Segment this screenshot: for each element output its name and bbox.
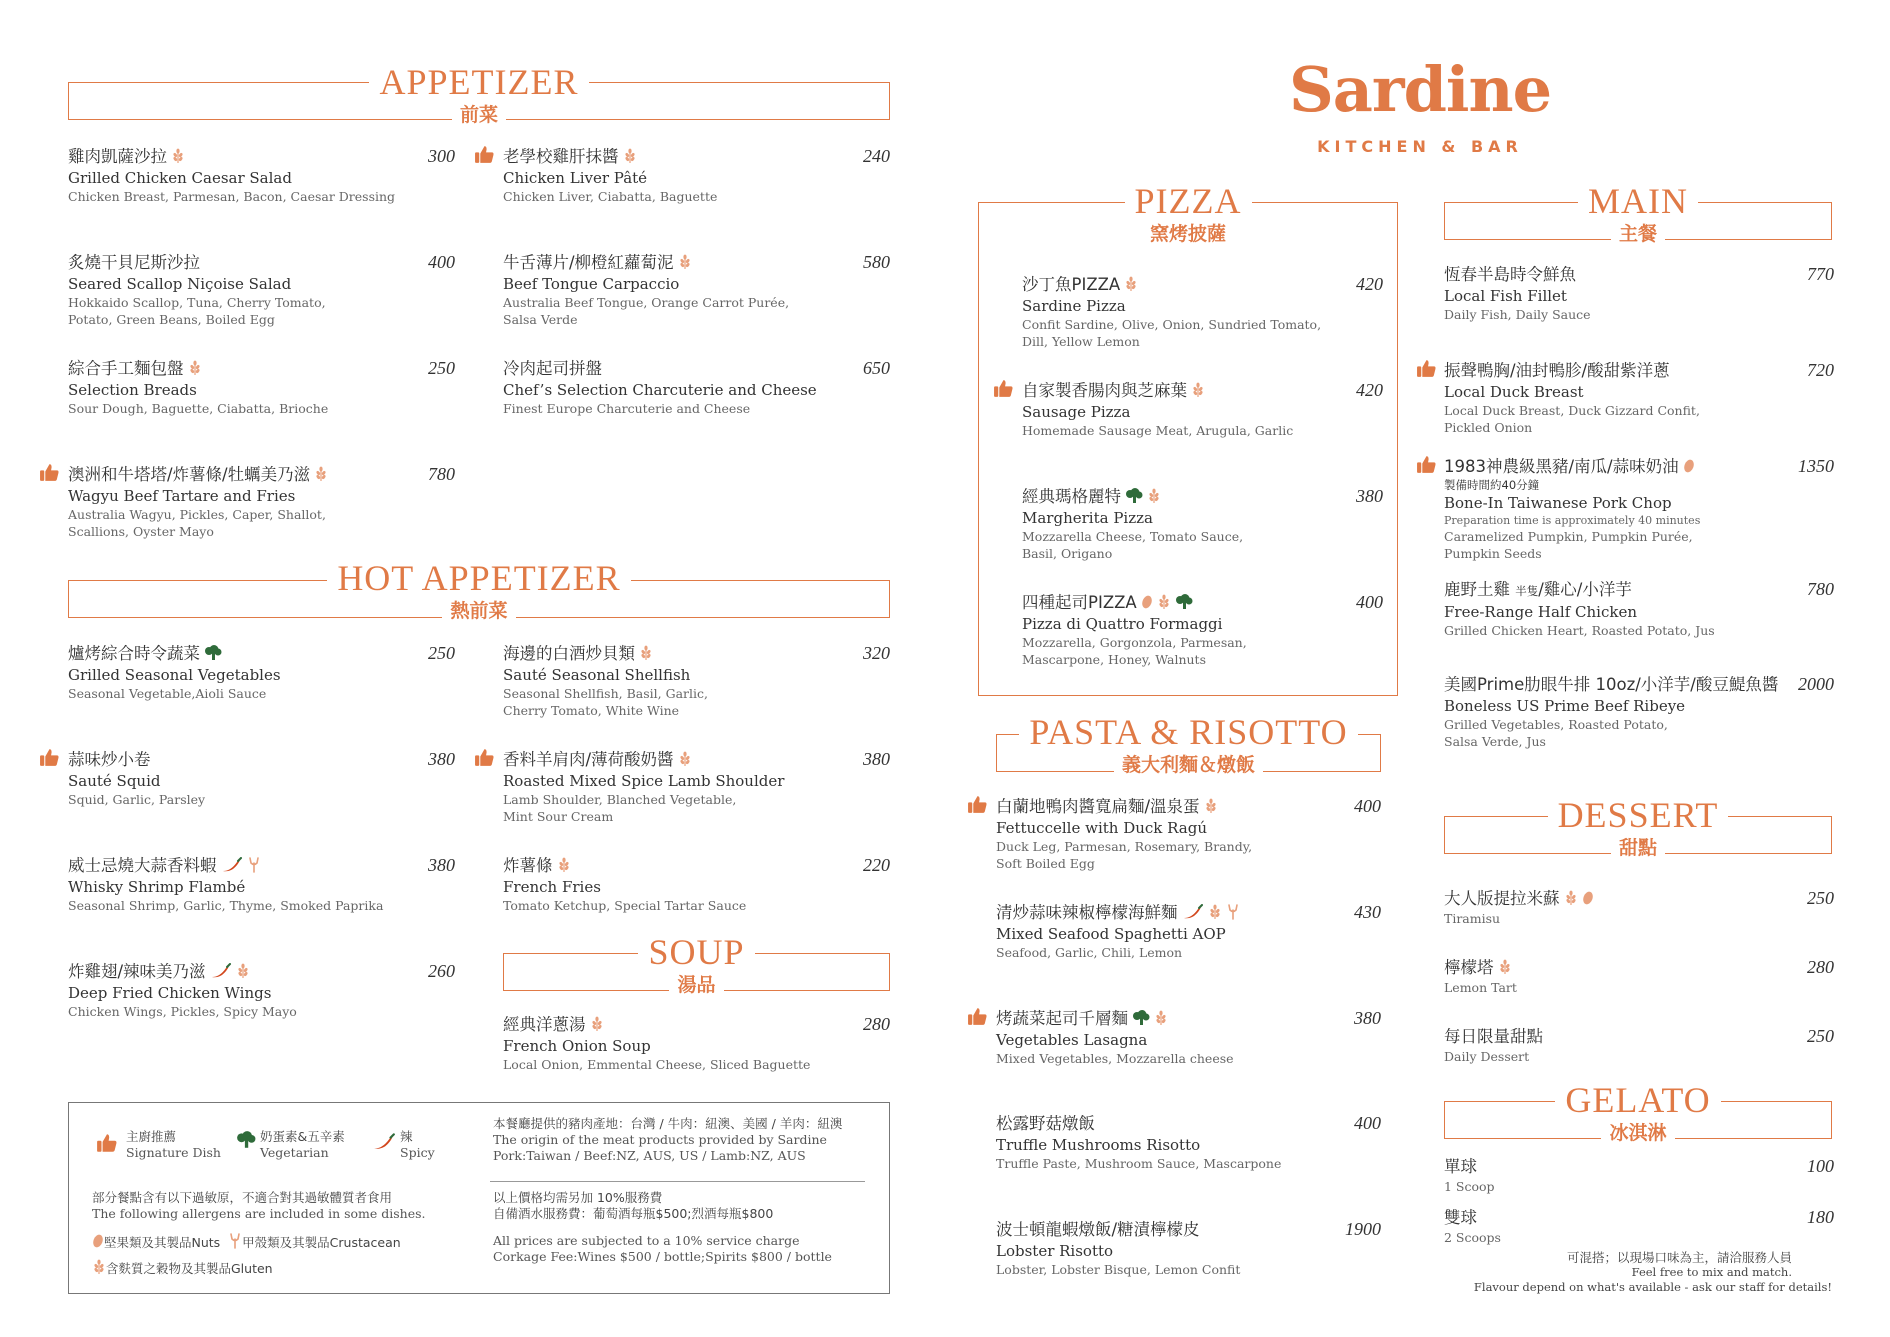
menu-item: 炸薯條 French Fries Tomato Ketchup, Special Tartar Sauce	[503, 856, 747, 913]
menu-item: 每日限量甜點 Daily Dessert	[1444, 1027, 1543, 1064]
menu-item: 四種起司PIZZA Pizza di Quattro Formaggi Mozzarella, Gorgonzola, Parmesan, Mascarpone, Honey, Walnuts	[1022, 593, 1247, 667]
signature-dish-icon	[96, 1133, 118, 1153]
price: 240	[863, 146, 890, 166]
menu-item: 澳洲和牛塔塔/炸薯條/牡蠣美乃滋 Wagyu Beef Tartare and Fries Australia Wagyu, Pickles, Caper, Shallot, Scallions, Oyster Mayo	[68, 464, 358, 540]
price: 400	[1356, 592, 1383, 612]
gluten-icon	[1124, 276, 1138, 292]
crustacean-icon	[228, 1233, 242, 1249]
pasta-title: PASTA & RISOTTO	[1019, 714, 1357, 750]
legend-vegetarian: 奶蛋素&五辛素 Vegetarian	[260, 1129, 345, 1160]
legend-spicy: 辣 Spicy	[400, 1129, 435, 1160]
gluten-icon	[1157, 594, 1171, 610]
price: 400	[428, 252, 455, 272]
menu-item: 海邊的白酒炒貝類 Sauté Seasonal Shellfish Seasonal Shellfish, Basil, Garlic, Cherry Tomato, White Wine	[503, 644, 708, 718]
signature-dish-icon	[39, 463, 60, 482]
price: 280	[1807, 957, 1834, 977]
gluten-icon	[1147, 488, 1161, 504]
service-charge-info-en: All prices are subjected to a 10% service charge Corkage Fee:Wines $500 / bottle;Spirits $800 / bottle	[493, 1233, 832, 1264]
hot-appetizer-title: HOT APPETIZER	[327, 560, 630, 596]
gelato-heading	[1444, 1082, 1832, 1143]
signature-dish-icon	[967, 795, 988, 814]
menu-item: 松露野菇燉飯 Truffle Mushrooms Risotto Truffle Paste, Mushroom Sauce, Mascarpone	[996, 1114, 1282, 1171]
gluten-icon	[590, 1016, 604, 1032]
menu-item: 牛舌薄片/柳橙紅蘿蔔泥 Beef Tongue Carpaccio Australia Beef Tongue, Orange Carrot Purée, Salsa Verde	[503, 253, 790, 327]
price: 250	[428, 643, 455, 663]
menu-item: 香料羊肩肉/薄荷酸奶醬 Roasted Mixed Spice Lamb Shoulder Lamb Shoulder, Blanched Vegetable, Mint Sour Cream	[503, 750, 785, 824]
price: 250	[1807, 888, 1834, 908]
price: 430	[1354, 902, 1381, 922]
price: 180	[1807, 1207, 1834, 1227]
price: 220	[863, 855, 890, 875]
dessert-heading	[1444, 797, 1832, 858]
signature-dish-icon	[993, 379, 1014, 398]
menu-item: 1983神農級黑豬/南瓜/蒜味奶油 製備時間約40分鐘 Bone-In Taiwanese Pork Chop Preparation time is approximately 40 minutes Caramelized Pumpkin, Pumpkin Purée, Pumpkin Seeds	[1444, 457, 1701, 561]
spicy-icon	[1182, 904, 1204, 920]
price: 770	[1807, 264, 1834, 284]
price: 100	[1807, 1156, 1834, 1176]
price: 420	[1356, 274, 1383, 294]
main-title: MAIN	[1578, 183, 1698, 219]
gluten-icon	[171, 148, 185, 164]
hot-appetizer-heading	[68, 560, 890, 621]
price: 380	[863, 749, 890, 769]
menu-item: 波士頓龍蝦燉飯/糖漬檸檬皮 Lobster Risotto Lobster, Lobster Bisque, Lemon Confit	[996, 1220, 1241, 1277]
price: 300	[428, 146, 455, 166]
gluten-icon	[623, 148, 637, 164]
gluten-icon	[1564, 890, 1578, 906]
brand-logo	[1270, 55, 1570, 125]
dessert-title: DESSERT	[1548, 797, 1729, 833]
signature-dish-icon	[474, 748, 495, 767]
nuts-icon	[1141, 594, 1153, 610]
pizza-heading	[978, 183, 1398, 244]
menu-item: 蒜味炒小卷 Sauté Squid Squid, Garlic, Parsley	[68, 750, 206, 807]
allergen-notice: 部分餐點含有以下過敏原，不適合對其過敏體質者食用 The following allergens are included in some dishes.	[92, 1190, 426, 1221]
main-heading	[1444, 183, 1832, 244]
menu-item: 自家製香腸肉與芝麻葉 Sausage Pizza Homemade Sausage Meat, Arugula, Garlic	[1022, 381, 1294, 438]
menu-item: 爐烤綜合時令蔬菜 Grilled Seasonal Vegetables Seasonal Vegetable,Aioli Sauce	[68, 644, 281, 701]
spicy-icon	[221, 857, 243, 873]
soup-title: SOUP	[638, 934, 754, 970]
price: 1900	[1345, 1219, 1381, 1239]
nuts-icon	[92, 1233, 104, 1249]
menu-item: 沙丁魚PIZZA Sardine Pizza Confit Sardine, Olive, Onion, Sundried Tomato, Dill, Yellow Lemon	[1022, 275, 1322, 349]
price: 380	[428, 855, 455, 875]
pizza-title: PIZZA	[1125, 183, 1252, 219]
price: 250	[428, 358, 455, 378]
soup-subtitle: 湯品	[669, 976, 723, 995]
legend-signature: 主廚推薦 Signature Dish	[126, 1129, 221, 1160]
gluten-icon	[1154, 1010, 1168, 1026]
vegetarian-icon	[236, 1131, 256, 1149]
logo-tagline: KITCHEN & BAR	[1317, 137, 1523, 156]
price: 260	[428, 961, 455, 981]
crustacean-icon	[247, 857, 261, 873]
menu-item: 單球 1 Scoop	[1444, 1157, 1495, 1194]
price: 380	[1354, 1008, 1381, 1028]
vegetarian-icon	[204, 645, 222, 661]
spicy-icon	[210, 963, 232, 979]
menu-item: 振聲鴨胸/油封鴨胗/酸甜紫洋蔥 Local Duck Breast Local Duck Breast, Duck Gizzard Confit, Pickled Onion	[1444, 361, 1700, 435]
menu-item: 老學校雞肝抹醬 Chicken Liver Pâté Chicken Liver, Ciabatta, Baguette	[503, 147, 718, 204]
pasta-subtitle: 義大利麵＆燉飯	[1114, 756, 1263, 775]
menu-item: 炙燒干貝尼斯沙拉 Seared Scallop Niçoise Salad Hokkaido Scallop, Tuna, Cherry Tomato, Potato, Green Beans, Boiled Egg	[68, 253, 326, 327]
menu-item: 白蘭地鴨肉醬寬扁麵/溫泉蛋 Fettuccelle with Duck Ragú Duck Leg, Parmesan, Rosemary, Brandy, Soft Boiled Egg	[996, 797, 1253, 871]
vegetarian-icon	[1125, 488, 1143, 504]
nuts-icon	[1582, 890, 1594, 906]
menu-item: 炸雞翅/辣味美乃滋 Deep Fried Chicken Wings Chicken Wings, Pickles, Spicy Mayo	[68, 962, 297, 1019]
price: 780	[1807, 579, 1834, 599]
menu-item: 鹿野土雞 半隻/雞心/小洋芋 Free-Range Half Chicken Grilled Chicken Heart, Roasted Potato, Jus	[1444, 580, 1715, 638]
gluten-icon	[1498, 959, 1512, 975]
nuts-icon	[1683, 458, 1695, 474]
signature-dish-icon	[39, 748, 60, 767]
appetizer-title: APPETIZER	[369, 64, 588, 100]
gluten-icon	[639, 645, 653, 661]
hot-appetizer-subtitle: 熱前菜	[442, 602, 515, 621]
gluten-icon	[678, 254, 692, 270]
gluten-icon	[92, 1259, 106, 1275]
crustacean-icon	[1226, 904, 1240, 920]
gluten-icon	[1191, 382, 1205, 398]
allergen-nuts-crustacean: 堅果類及其製品Nuts 甲殼類及其製品Crustacean	[92, 1233, 401, 1251]
price: 280	[863, 1014, 890, 1034]
gluten-icon	[236, 963, 250, 979]
spicy-icon	[372, 1133, 396, 1151]
gluten-icon	[188, 360, 202, 376]
price: 320	[863, 643, 890, 663]
signature-dish-icon	[967, 1007, 988, 1026]
price: 400	[1354, 796, 1381, 816]
pizza-subtitle: 窯烤披薩	[1142, 225, 1234, 244]
menu-item: 經典洋蔥湯 French Onion Soup Local Onion, Emmental Cheese, Sliced Baguette	[503, 1015, 811, 1072]
gelato-note: 可混搭；以現場口味為主，請洽服務人員 Feel free to mix and match. Flavour depend on what's available - ask our staff for details!	[1473, 1250, 1832, 1294]
signature-dish-icon	[1416, 455, 1437, 474]
appetizer-heading	[68, 64, 890, 125]
price: 380	[428, 749, 455, 769]
gluten-icon	[1204, 798, 1218, 814]
meat-origin-info: 本餐廳提供的豬肉產地：台灣 / 牛肉：紐澳、美國 / 羊肉：紐澳 The origin of the meat products provided by Sardine Pork:Taiwan / Beef:NZ, AUS, US / Lamb:NZ, AUS	[493, 1116, 843, 1163]
price: 720	[1807, 360, 1834, 380]
menu-item: 威士忌燒大蒜香料蝦 Whisky Shrimp Flambé Seasonal Shrimp, Garlic, Thyme, Smoked Paprika	[68, 856, 384, 913]
menu-item: 美國Prime肋眼牛排 10oz/小洋芋/酸豆鯷魚醬 Boneless US Prime Beef Ribeye Grilled Vegetables, Roasted Potato, Salsa Verde, Jus	[1444, 675, 1779, 749]
allergen-gluten: 含麩質之穀物及其製品Gluten	[92, 1259, 273, 1277]
gluten-icon	[557, 857, 571, 873]
pasta-heading	[960, 714, 1417, 775]
logo-wordmark: Sardine	[1288, 53, 1552, 126]
menu-item: 烤蔬菜起司千層麵 Vegetables Lasagna Mixed Vegetables, Mozzarella cheese	[996, 1009, 1234, 1066]
menu-item: 大人版提拉米蘇 Tiramisu	[1444, 888, 1594, 927]
legend-divider	[490, 1181, 865, 1182]
service-charge-info: 以上價格均需另加 10%服務費 自備酒水服務費：葡萄酒每瓶$500;烈酒每瓶$800	[493, 1190, 774, 1221]
menu-item: 雞肉凱薩沙拉 Grilled Chicken Caesar Salad Chicken Breast, Parmesan, Bacon, Caesar Dressing	[68, 147, 396, 204]
price: 780	[428, 464, 455, 484]
price: 250	[1807, 1026, 1834, 1046]
menu-item: 雙球 2 Scoops	[1444, 1208, 1501, 1245]
price: 2000	[1798, 674, 1834, 694]
soup-heading	[503, 934, 890, 995]
price: 580	[863, 252, 890, 272]
price: 420	[1356, 380, 1383, 400]
main-subtitle: 主餐	[1611, 225, 1665, 244]
gluten-icon	[678, 751, 692, 767]
signature-dish-icon	[1416, 359, 1437, 378]
price: 400	[1354, 1113, 1381, 1133]
vegetarian-icon	[1132, 1010, 1150, 1026]
menu-item: 經典瑪格麗特 Margherita Pizza Mozzarella Cheese, Tomato Sauce, Basil, Origano	[1022, 487, 1244, 561]
menu-item: 冷肉起司拼盤 Chef’s Selection Charcuterie and Cheese Finest Europe Charcuterie and Cheese	[503, 359, 817, 416]
vegetarian-icon	[1175, 594, 1193, 610]
menu-item: 恆春半島時令鮮魚 Local Fish Fillet Daily Fish, Daily Sauce	[1444, 265, 1591, 322]
menu-item: 綜合手工麵包盤 Selection Breads Sour Dough, Baguette, Ciabatta, Brioche	[68, 359, 329, 416]
gluten-icon	[1208, 904, 1222, 920]
signature-dish-icon	[474, 145, 495, 164]
appetizer-subtitle: 前菜	[452, 106, 506, 125]
menu-item: 清炒蒜味辣椒檸檬海鮮麵 Mixed Seafood Spaghetti AOP Seafood, Garlic, Chili, Lemon	[996, 902, 1240, 961]
gluten-icon	[314, 466, 328, 482]
price: 380	[1356, 486, 1383, 506]
price: 1350	[1798, 456, 1834, 476]
menu-item: 檸檬塔 Lemon Tart	[1444, 958, 1517, 995]
gelato-title: GELATO	[1555, 1082, 1720, 1118]
dessert-subtitle: 甜點	[1611, 839, 1665, 858]
gelato-subtitle: 冰淇淋	[1601, 1124, 1674, 1143]
price: 650	[863, 358, 890, 378]
